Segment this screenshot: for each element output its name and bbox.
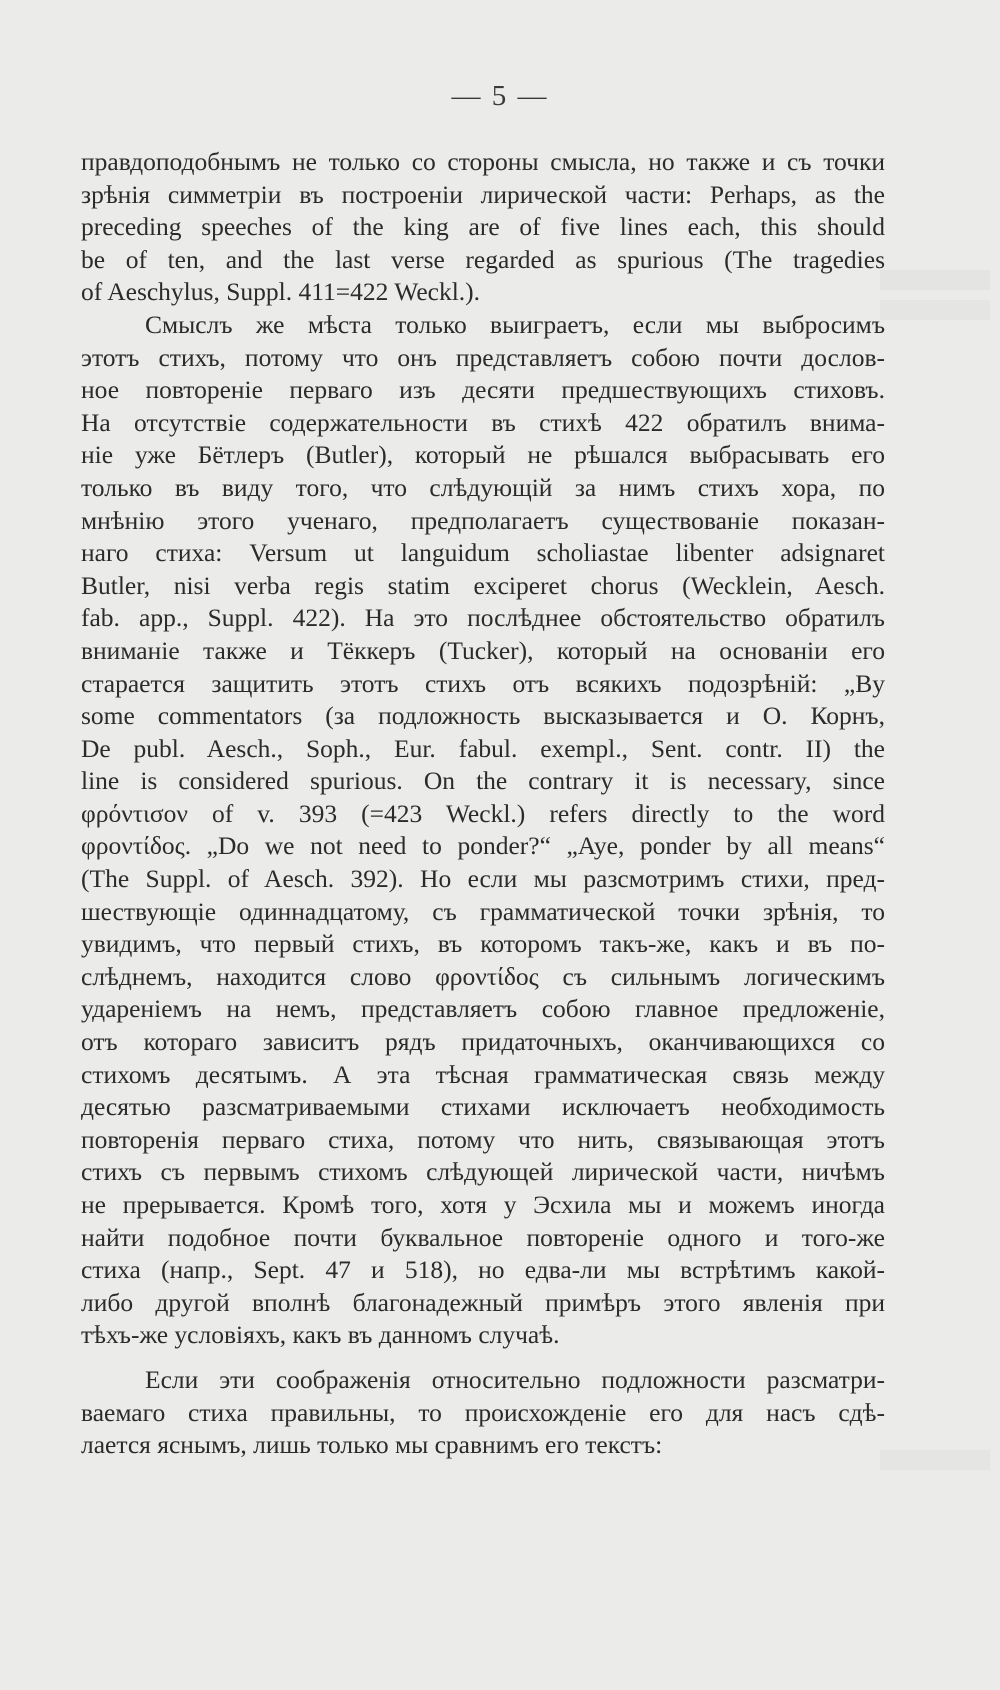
text-line: ніе уже Бётлеръ (Butler), который не рѣшался выбрасывать его	[81, 440, 885, 470]
text-line: мнѣнію этого ученаго, предполагаетъ существованіе показан-	[81, 505, 885, 535]
text-line: be of ten, and the last verse regarded as spurious (The tragedies	[81, 244, 885, 274]
text-line: шествующіе одиннадцатому, съ грамматической точки зрѣнія, то	[81, 896, 885, 926]
show-through-mark	[880, 1450, 990, 1470]
text-line: стихомъ десятымъ. А эта тѣсная грамматическая связь между	[81, 1059, 885, 1089]
text-line: (The Suppl. of Aesch. 392). Но если мы разсмотримъ стихи, пред-	[81, 864, 885, 894]
text-line: повторенія перваго стиха, потому что нить, связывающая этотъ	[81, 1124, 885, 1154]
text-line: тѣхъ-же условіяхъ, какъ въ данномъ случаѣ.	[81, 1320, 560, 1350]
text-line: лается яснымъ, лишь только мы сравнимъ его текстъ:	[81, 1430, 663, 1460]
text-line: Butler, nisi verba regis statim exciperet chorus (Wecklein, Aesch.	[81, 570, 885, 600]
text-line: наго стиха: Versum ut languidum scholiastae libenter adsignaret	[81, 538, 885, 568]
text-line: стихъ съ первымъ стихомъ слѣдующей лирической части, ничѣмъ	[81, 1157, 885, 1187]
text-line: десятью разсматриваемыми стихами исключаетъ необходимость	[81, 1092, 885, 1122]
show-through-mark	[880, 300, 990, 320]
body-text	[81, 146, 885, 1462]
text-line: ное повтореніе перваго изъ десяти предшествующихъ стиховъ.	[81, 375, 885, 405]
page-number: — 5 —	[451, 80, 549, 112]
text-line: стиха (напр., Sept. 47 и 518), но едва-ли мы встрѣтимъ какой-	[81, 1255, 885, 1285]
text-line: some commentators (за подложность высказывается и О. Корнъ,	[81, 701, 885, 731]
text-line: ваемаго стиха правильны, то происхожденіе его для насъ сдѣ-	[81, 1397, 885, 1427]
text-line: вниманіе также и Тёккеръ (Tucker), который на основаніи его	[81, 635, 885, 665]
text-line: На отсутствіе содержательности въ стихѣ 422 обратилъ внима-	[81, 407, 885, 437]
text-line: удареніемъ на немъ, представляетъ собою главное предложеніе,	[81, 994, 885, 1024]
text-line: preceding speeches of the king are of five lines each, this should	[81, 212, 885, 242]
text-line: отъ котораго зависитъ рядъ придаточныхъ, оканчивающихся со	[81, 1027, 885, 1057]
text-line: fab. app., Suppl. 422). На это послѣднее обстоятельство обратилъ	[81, 603, 885, 633]
text-line: Смыслъ же мѣста только выиграетъ, если мы выбросимъ	[145, 309, 885, 339]
show-through-mark	[880, 270, 990, 290]
text-line: Если эти соображенія относительно подложности разсматри-	[145, 1364, 885, 1394]
text-line: слѣднемъ, находится слово φροντίδος съ сильнымъ логическимъ	[81, 961, 885, 991]
paragraph-gap	[81, 1352, 885, 1364]
text-line: φρόντισον of v. 393 (=423 Weckl.) refers directly to the word	[81, 798, 885, 828]
text-line: line is considered spurious. On the contrary it is necessary, since	[81, 766, 885, 796]
text-line: φροντίδος. „Do we not need to ponder?“ „Aye, ponder by all means“	[81, 831, 885, 861]
text-line: не прерывается. Кромѣ того, хотя у Эсхила мы и можемъ иногда	[81, 1190, 885, 1219]
text-line: только въ виду того, что слѣдующій за нимъ стихъ хора, по	[81, 472, 885, 502]
text-line: найти подобное почти буквальное повтореніе одного и того-же	[81, 1222, 885, 1252]
text-line: правдоподобнымъ не только со стороны смысла, но также и съ точки	[81, 147, 885, 176]
text-line: of Aeschylus, Suppl. 411=422 Weckl.).	[81, 277, 481, 307]
text-line: зрѣнія симметріи въ построеніи лирической части: Perhaps, as the	[81, 179, 885, 209]
text-line: увидимъ, что первый стихъ, въ которомъ такъ-же, какъ и въ по-	[81, 929, 885, 959]
text-line: старается защитить этотъ стихъ отъ всякихъ подозрѣній: „By	[81, 668, 885, 698]
text-line: De publ. Aesch., Soph., Eur. fabul. exempl., Sent. contr. II) the	[81, 733, 885, 763]
text-line: этотъ стихъ, потому что онъ представляетъ собою почти дослов-	[81, 342, 885, 372]
text-line: либо другой вполнѣ благонадежный примѣръ этого явленія при	[81, 1287, 885, 1317]
